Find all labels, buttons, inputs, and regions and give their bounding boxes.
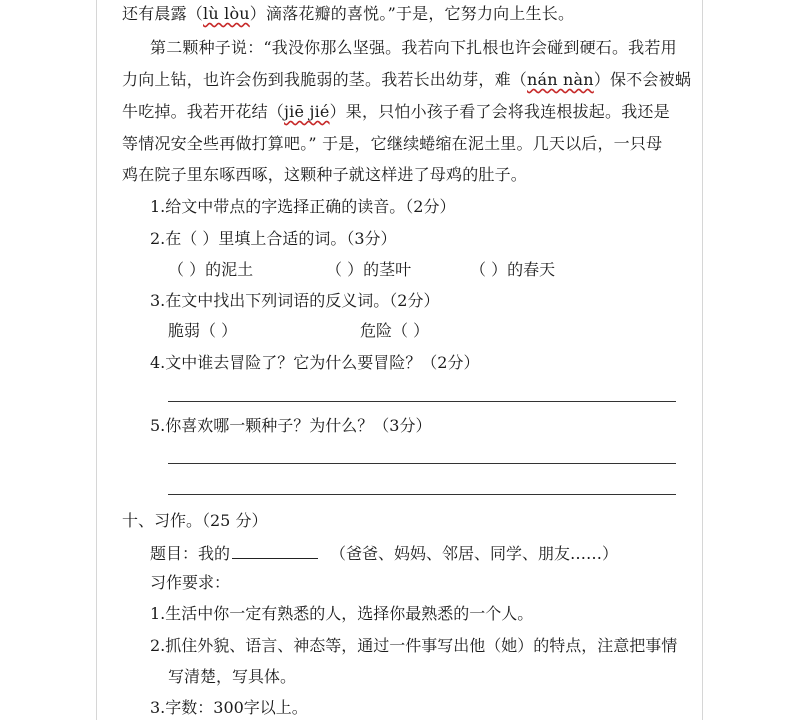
question-2: 2.在（ ）里填上合适的词。（3分） [150, 229, 397, 248]
answer-line[interactable] [168, 463, 676, 464]
pinyin-annotation: lù lòu [203, 4, 250, 23]
requirement-2-continued: 写清楚，写具体。 [168, 667, 297, 686]
story-line-5: 等情况安全些再做打算吧。” 于是，它继续蜷缩在泥土里。几天以后，一只母 [122, 134, 663, 153]
requirement-2: 2.抓住外貌、语言、神态等，通过一件事写出他（她）的特点，注意把事情 [150, 636, 678, 655]
question-4: 4.文中谁去冒险了？它为什么要冒险？（2分） [150, 353, 480, 372]
page-margin-left [96, 0, 97, 720]
story-line-3 [122, 72, 691, 88]
requirement-3: 3.字数：300字以上。 [150, 698, 308, 717]
question-2-blank-a[interactable]: （ ）的泥土 [168, 260, 254, 279]
question-3: 3.在文中找出下列词语的反义词。（2分） [150, 291, 440, 310]
requirement-1: 1.生活中你一定有熟悉的人，选择你最熟悉的一个人。 [150, 604, 534, 623]
answer-line[interactable] [168, 494, 676, 495]
pinyin-annotation: jiē jié [284, 102, 330, 121]
story-text: 还有晨露（ [122, 4, 204, 23]
answer-line[interactable] [168, 401, 676, 402]
question-1: 1.给文中带点的字选择正确的读音。（2分） [150, 197, 456, 216]
section-heading: 十、习作。（25 分） [122, 511, 268, 530]
story-text: 力向上钻，也许会伤到我脆弱的茎。我若长出幼芽，难（ [122, 70, 528, 89]
question-3-blank-a[interactable]: 脆弱（ ） [168, 321, 238, 340]
story-line-2: 第二颗种子说：“我没你那么坚强。我若向下扎根也许会碰到硬石。我若用 [150, 38, 677, 57]
story-line-1 [122, 6, 574, 22]
topic-hint: （爸爸、妈妈、邻居、同学、朋友……） [330, 544, 619, 563]
story-text: ）保不会被蜗 [593, 70, 692, 89]
story-text: ）滴落花瓣的喜悦。”于是，它努力向上生长。 [249, 4, 575, 23]
question-2-blank-c[interactable]: （ ）的春天 [470, 260, 556, 279]
story-line-4 [122, 104, 670, 120]
composition-topic [150, 544, 618, 562]
pinyin-annotation: nán nàn [527, 70, 594, 89]
story-text: 牛吃掉。我若开花结（ [122, 102, 285, 121]
story-line-6: 鸡在院子里东啄西啄，这颗种子就这样进了母鸡的肚子。 [122, 165, 528, 184]
question-5: 5.你喜欢哪一颗种子？为什么？（3分） [150, 416, 432, 435]
page-margin-right [702, 0, 703, 720]
story-text: ）果，只怕小孩子看了会将我连根拔起。我还是 [329, 102, 670, 121]
question-2-blank-b[interactable]: （ ）的茎叶 [326, 260, 412, 279]
topic-prefix: 题目：我的 [150, 544, 231, 563]
question-3-blank-b[interactable]: 危险（ ） [360, 321, 430, 340]
topic-blank[interactable] [232, 544, 318, 559]
requirements-title: 习作要求： [150, 573, 231, 592]
